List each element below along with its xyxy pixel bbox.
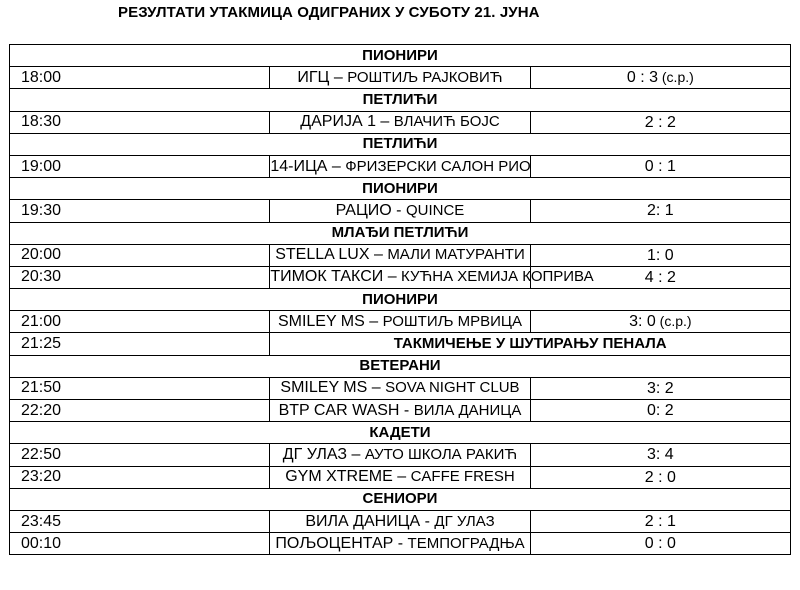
match-row [10, 155, 791, 177]
home-team: ВИЛА ДАНИЦА [305, 512, 421, 530]
score-value: 1: 0 [646, 246, 674, 264]
match-score [530, 155, 790, 177]
match-score [530, 200, 790, 222]
match-time: 23:45 [10, 510, 270, 532]
away-team: МАЛИ МАТУРАНТИ [387, 246, 525, 264]
score-value: 4 : 2 [644, 268, 676, 286]
match-teams [270, 244, 530, 266]
match-teams [270, 111, 530, 133]
away-team: ВЛАЧИЋ БОЈС [393, 113, 500, 131]
match-teams [270, 510, 530, 532]
match-score [530, 466, 790, 488]
team-separator: – [367, 379, 386, 397]
results-table [9, 44, 791, 555]
away-team: АУТО ШКОЛА РАКИЋ [364, 445, 518, 463]
away-team: ВИЛА ДАНИЦА [413, 401, 522, 419]
match-time: 21:00 [10, 311, 270, 333]
match-score [530, 533, 790, 555]
match-score [530, 444, 790, 466]
home-team: ДАРИЈА 1 [300, 113, 376, 131]
score-value: 0 : 1 [644, 158, 676, 176]
home-team: BTP CAR WASH [278, 401, 400, 419]
team-separator: - [393, 534, 408, 552]
event-label: ТАКМИЧЕЊЕ У ШУТИРАЊУ ПЕНАЛА [270, 333, 791, 355]
match-time: 00:10 [10, 533, 270, 555]
section-row [10, 89, 791, 111]
match-score [530, 111, 790, 133]
results-table-body [10, 45, 791, 555]
section-row [10, 222, 791, 244]
away-team: QUINCE [405, 201, 465, 219]
score-value: 0 : 3 [626, 69, 658, 87]
team-separator: – [383, 268, 402, 286]
match-row [10, 266, 791, 288]
away-team: ТЕМПОГРАДЊА [407, 534, 525, 552]
home-team: ПОЉОЦЕНТАР [275, 534, 394, 552]
team-separator: – [347, 445, 365, 463]
match-teams [270, 67, 530, 89]
match-time: 19:00 [10, 155, 270, 177]
score-value: 2: 1 [646, 202, 674, 220]
category-heading: МЛАЂИ ПЕТЛИЋИ [10, 222, 791, 244]
category-heading: КАДЕТИ [10, 422, 791, 444]
home-team: ДГ УЛАЗ [282, 445, 348, 463]
away-team: SOVA NIGHT CLUB [385, 379, 520, 397]
match-row [10, 311, 791, 333]
match-row [10, 533, 791, 555]
category-heading: ПИОНИРИ [10, 45, 791, 67]
score-value: 0 : 0 [644, 535, 676, 553]
category-heading: ПИОНИРИ [10, 289, 791, 311]
score-value: 0: 2 [646, 402, 674, 420]
category-heading: ПЕТЛИЋИ [10, 89, 791, 111]
home-team: 14-ИЦА [270, 157, 328, 175]
score-value: 3: 2 [646, 379, 674, 397]
match-time: 18:00 [10, 67, 270, 89]
away-team: ФРИЗЕРСКИ САЛОН РИО [345, 157, 531, 175]
home-team: STELLA LUX [275, 246, 370, 264]
match-time: 23:20 [10, 466, 270, 488]
match-row [10, 377, 791, 399]
match-score [530, 377, 790, 399]
score-value: 2 : 0 [644, 468, 676, 486]
section-row [10, 488, 791, 510]
team-separator: – [375, 113, 394, 131]
match-score [530, 510, 790, 532]
team-separator: – [364, 312, 383, 330]
match-teams [270, 266, 594, 288]
match-time: 20:30 [10, 266, 270, 288]
team-separator: – [392, 468, 411, 486]
match-teams [270, 444, 530, 466]
match-score [530, 244, 790, 266]
section-row [10, 355, 791, 377]
team-separator: – [369, 246, 388, 264]
home-team: SMILEY MS [280, 379, 368, 397]
section-row [10, 289, 791, 311]
section-row [10, 178, 791, 200]
match-time: 22:20 [10, 400, 270, 422]
event-row [10, 333, 791, 355]
match-teams [270, 311, 530, 333]
away-team: CAFFE FRESH [410, 468, 515, 486]
match-row [10, 200, 791, 222]
score-value: 2 : 1 [644, 513, 676, 531]
match-row [10, 111, 791, 133]
match-time: 22:50 [10, 444, 270, 466]
score-value: 3: 0 [629, 313, 656, 331]
home-team: GYM XTREME [285, 468, 393, 486]
home-team: РАЦИО [335, 201, 392, 219]
team-separator: – [329, 68, 348, 86]
match-teams [270, 377, 530, 399]
match-score [530, 311, 790, 333]
section-row [10, 45, 791, 67]
match-time: 21:25 [10, 333, 270, 355]
away-team: РОШТИЉ РАЈКОВИЋ [347, 68, 503, 86]
category-heading: ВЕТЕРАНИ [10, 355, 791, 377]
match-time: 20:00 [10, 244, 270, 266]
match-teams [270, 155, 530, 177]
home-team: ТИМОК ТАКСИ [270, 268, 384, 286]
match-row [10, 444, 791, 466]
team-separator: - [391, 201, 406, 219]
match-score [530, 400, 790, 422]
score-note: (с.р.) [655, 313, 692, 330]
home-team: ИГЦ [297, 68, 330, 86]
category-heading: ПИОНИРИ [10, 178, 791, 200]
match-teams [270, 200, 530, 222]
score-note: (с.р.) [658, 69, 694, 86]
home-team: SMILEY MS [277, 312, 365, 330]
score-value: 3: 4 [646, 446, 674, 464]
score-value: 2 : 2 [644, 113, 676, 131]
match-score [530, 67, 790, 89]
away-team: ДГ УЛАЗ [434, 512, 495, 530]
match-teams [270, 400, 530, 422]
match-time: 19:30 [10, 200, 270, 222]
match-teams [270, 466, 530, 488]
section-row [10, 422, 791, 444]
match-teams [270, 533, 530, 555]
match-row [10, 400, 791, 422]
section-row [10, 133, 791, 155]
match-time: 21:50 [10, 377, 270, 399]
team-separator: - [420, 512, 435, 530]
category-heading: ПЕТЛИЋИ [10, 133, 791, 155]
away-team: РОШТИЉ МРВИЦА [382, 312, 523, 330]
away-team: КУЋНА ХЕМИЈА КОПРИВА [401, 268, 594, 286]
team-separator: - [399, 401, 414, 419]
match-row [10, 510, 791, 532]
match-row [10, 244, 791, 266]
match-row [10, 466, 791, 488]
match-time: 18:30 [10, 111, 270, 133]
page-title: РЕЗУЛТАТИ УТАКМИЦА ОДИГРАНИХ У СУБОТУ 21. ЈУНА [118, 4, 540, 21]
category-heading: СЕНИОРИ [10, 488, 791, 510]
team-separator: – [327, 157, 346, 175]
match-row [10, 67, 791, 89]
